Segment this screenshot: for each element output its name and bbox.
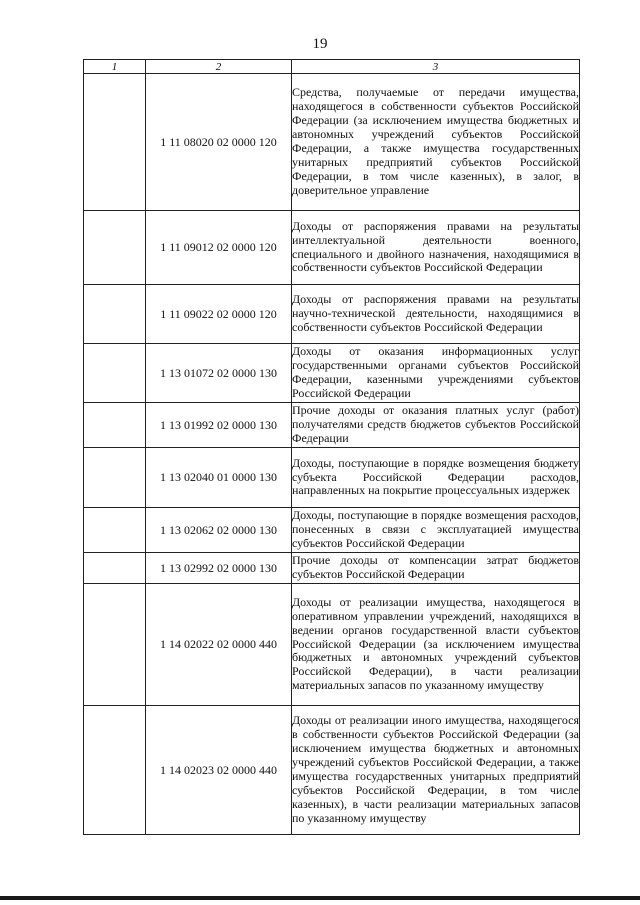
budget-revenue-table xyxy=(83,59,580,835)
row-number-cell xyxy=(84,285,146,344)
description-cell: Доходы от оказания информационных услуг государственными органами субъектов Российской Федерации, казенными учреждениями субъектов Российской Федерации xyxy=(292,344,580,403)
description-cell: Доходы от распоряжения правами на результаты интеллектуальной деятельности военного, специального и двойного назначения, находящимися в собственности субъектов Российской Федерации xyxy=(292,211,580,285)
table-row xyxy=(84,584,580,706)
budget-code-cell: 1 11 08020 02 0000 120 xyxy=(146,74,292,211)
budget-code-cell: 1 13 01072 02 0000 130 xyxy=(146,344,292,403)
table-row xyxy=(84,211,580,285)
row-number-cell xyxy=(84,508,146,553)
description-cell: Прочие доходы от оказания платных услуг (работ) получателями средств бюджетов субъектов Российской Федерации xyxy=(292,403,580,448)
row-number-cell xyxy=(84,403,146,448)
row-number-cell xyxy=(84,706,146,835)
column-header-1: 1 xyxy=(84,60,146,74)
row-number-cell xyxy=(84,344,146,403)
budget-code-cell: 1 13 02992 02 0000 130 xyxy=(146,553,292,584)
description-cell: Прочие доходы от компенсации затрат бюджетов субъектов Российской Федерации xyxy=(292,553,580,584)
description-cell: Доходы от распоряжения правами на результаты научно-технической деятельности, находящимися в собственности субъектов Российской Федерации xyxy=(292,285,580,344)
table-row xyxy=(84,553,580,584)
row-number-cell xyxy=(84,584,146,706)
budget-code-cell: 1 14 02023 02 0000 440 xyxy=(146,706,292,835)
table-header-row xyxy=(84,60,580,74)
table-row xyxy=(84,448,580,508)
budget-code-cell: 1 13 01992 02 0000 130 xyxy=(146,403,292,448)
budget-code-cell: 1 11 09012 02 0000 120 xyxy=(146,211,292,285)
description-cell: Доходы, поступающие в порядке возмещения бюджету субъекта Российской Федерации расходов, направленных на покрытие процессуальных издержек xyxy=(292,448,580,508)
budget-code-cell: 1 13 02040 01 0000 130 xyxy=(146,448,292,508)
budget-code-cell: 1 13 02062 02 0000 130 xyxy=(146,508,292,553)
row-number-cell xyxy=(84,74,146,211)
column-header-3: 3 xyxy=(292,60,580,74)
footer-rule xyxy=(0,896,640,900)
table-row xyxy=(84,74,580,211)
description-cell: Доходы от реализации имущества, находящегося в оперативном управлении учреждений, находящихся в ведении органов государственной власти субъектов Российской Федерации (за исключением имущества бюджетных и автономных учреждений субъектов Российской Федерации), в части реализации материальных запасов по указанному имуществу xyxy=(292,584,580,706)
row-number-cell xyxy=(84,553,146,584)
table-row xyxy=(84,344,580,403)
table-row xyxy=(84,706,580,835)
description-cell: Средства, получаемые от передачи имущества, находящегося в собственности субъектов Российской Федерации (за исключением имущества бюджетных и автономных учреждений субъектов Российской Федерации, а также имущества государственных унитарных предприятий субъектов Российской Федерации, в том числе казенных), в залог, в доверительное управление xyxy=(292,74,580,211)
page-number: 19 xyxy=(312,36,328,52)
description-cell: Доходы от реализации иного имущества, находящегося в собственности субъектов Российской Федерации (за исключением имущества бюджетных и автономных учреждений субъектов Российской Федерации, а также имущества государственных унитарных предприятий субъектов Российской Федерации, в том числе казенных), в части реализации материальных запасов по указанному имуществу xyxy=(292,706,580,835)
row-number-cell xyxy=(84,448,146,508)
budget-code-cell: 1 11 09022 02 0000 120 xyxy=(146,285,292,344)
row-number-cell xyxy=(84,211,146,285)
table-row xyxy=(84,508,580,553)
budget-code-cell: 1 14 02022 02 0000 440 xyxy=(146,584,292,706)
table-row xyxy=(84,285,580,344)
table-row xyxy=(84,403,580,448)
column-header-2: 2 xyxy=(146,60,292,74)
description-cell: Доходы, поступающие в порядке возмещения расходов, понесенных в связи с эксплуатацией имущества субъектов Российской Федерации xyxy=(292,508,580,553)
